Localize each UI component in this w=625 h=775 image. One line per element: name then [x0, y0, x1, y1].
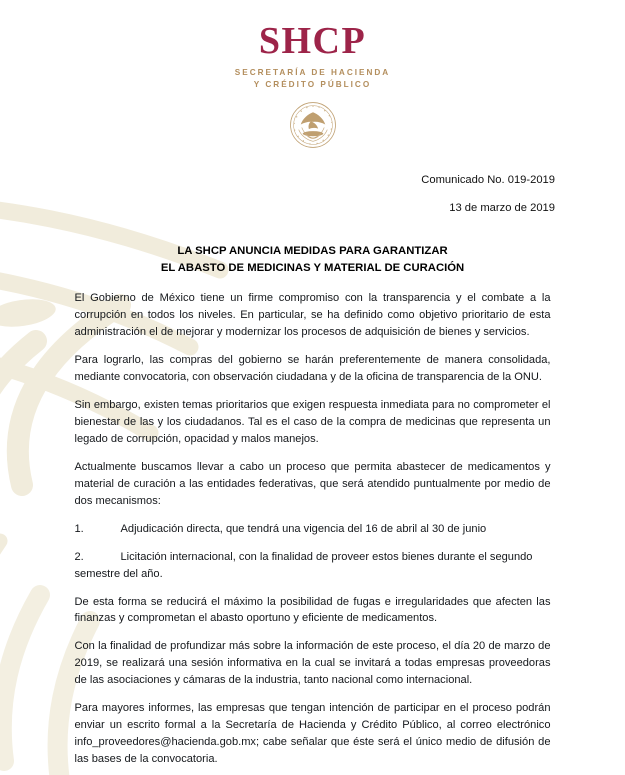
list-item-1	[75, 521, 551, 538]
communique-number: Comunicado No. 019-2019	[421, 173, 555, 186]
list-item-1-text: Adjudicación directa, que tendrá una vigencia del 16 de abril al 30 de junio	[120, 522, 487, 535]
shcp-wordmark: SHCP	[258, 20, 367, 62]
paragraph-6: Con la finalidad de profundizar más sobre la información de este proceso, el día 20 de marzo de 2019, se realizará una sesión informativa en la cual se invitará a todas empresas proveedoras de las asociaciones y cámaras de la industria, tanto nacional como internacional.	[74, 640, 551, 687]
paragraph-5: De esta forma se reducirá el máximo la posibilidad de fugas e irregularidades que afecten las finanzas y comprometan el abasto oportuno y eficiente de medicamentos.	[74, 595, 551, 625]
paragraph-7: Para mayores informes, las empresas que tengan intención de participar en el proceso podrán enviar un escrito formal a la Secretaría de Hacienda y Crédito Público, al correo electrónico info_proveedores@hacienda.gob.mx; cabe señalar que éste será el único medio de difusión de las bases de la convocatoria.	[74, 702, 551, 766]
shcp-subtitle-line-1: SECRETARÍA DE HACIENDA	[234, 68, 391, 77]
shcp-subtitle-line-2: Y CRÉDITO PÚBLICO	[253, 79, 372, 89]
paragraph-1: El Gobierno de México tiene un firme compromiso con la transparencia y el combate a la corrupción en todos los niveles. En particular, se ha definido como objetivo prioritario de esta administración el de mejorar y modernizar los procesos de adquisición de bienes y servicios.	[74, 291, 551, 338]
paragraph-3: Sin embargo, existen temas prioritarios que exigen respuesta inmediata para no comprometer el bienestar de las y los ciudadanos. Tal es el caso de la compra de medicinas que representa un legado de corrupción, opacidad y malos manejos.	[74, 398, 551, 445]
shcp-subtitle	[0, 67, 625, 91]
publication-date: 13 de marzo de 2019	[449, 201, 555, 214]
mexican-coat-of-arms-icon	[287, 101, 339, 149]
masthead	[0, 0, 625, 149]
page-title	[0, 243, 625, 276]
list-item-2	[75, 549, 551, 583]
list-item-2-text: Licitación internacional, con la finalidad de proveer estos bienes durante el segundo semestre del año.	[74, 550, 533, 580]
seal-container	[0, 101, 625, 149]
paragraph-4: Actualmente buscamos llevar a cabo un proceso que permita abastecer de medicamentos y material de curación a las entidades federativas, que será atendido puntualmente por medio de dos mecanismos:	[74, 460, 551, 507]
body-copy	[75, 290, 551, 768]
list-item-1-number: 1.	[74, 522, 84, 535]
page-title-line-1: LA SHCP ANUNCIA MEDIDAS PARA GARANTIZAR	[177, 245, 448, 258]
paragraph-2: Para lograrlo, las compras del gobierno se harán preferentemente de manera consolidada, mediante convocatoria, con observación ciudadana y de la oficina de transparencia de la ONU.	[74, 353, 551, 383]
page-title-line-2: EL ABASTO DE MEDICINAS Y MATERIAL DE CURACIÓN	[160, 261, 465, 274]
list-item-2-number: 2.	[74, 550, 84, 563]
document-meta	[0, 175, 625, 214]
